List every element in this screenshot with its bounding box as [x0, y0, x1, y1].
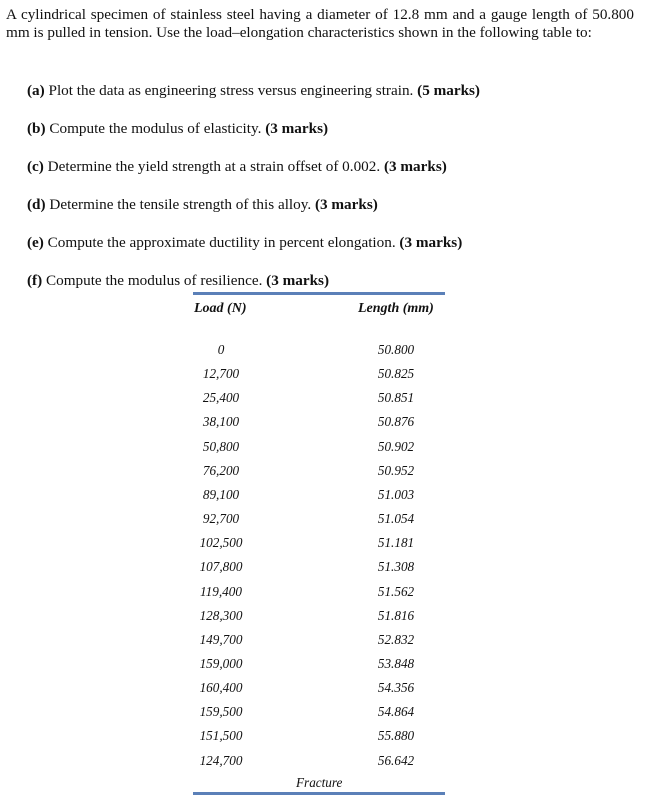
table-cell-length: 50.952 — [377, 463, 415, 478]
table-cell-load: 149,700 — [199, 632, 243, 647]
question-text: Compute the modulus of elasticity. — [49, 120, 262, 137]
table-cell-load: 0 — [217, 342, 225, 357]
question-text: Determine the yield strength at a strain offset of 0.002. — [47, 158, 381, 175]
question-label: (b) — [27, 120, 46, 137]
fracture-label: Fracture — [296, 775, 343, 790]
table-bottom-rule — [193, 792, 445, 795]
question-c — [27, 158, 447, 176]
question-label: (c) — [27, 158, 44, 175]
question-label: (d) — [27, 196, 46, 213]
table-cell-length: 54.864 — [377, 704, 415, 719]
table-cell-length: 50.800 — [377, 342, 415, 357]
table-cell-load: 160,400 — [199, 680, 243, 695]
question-f — [27, 272, 329, 290]
table-cell-load: 92,700 — [202, 511, 240, 526]
question-text: Determine the tensile strength of this alloy. — [49, 196, 312, 213]
question-marks: (3 marks) — [314, 196, 378, 213]
table-cell-length: 51.562 — [377, 584, 415, 599]
question-e — [27, 234, 462, 252]
question-a — [27, 82, 480, 100]
table-cell-load: 25,400 — [202, 390, 240, 405]
question-label: (e) — [27, 234, 44, 251]
table-cell-length: 50.851 — [377, 390, 415, 405]
table-cell-load: 102,500 — [199, 535, 243, 550]
question-label: (f) — [27, 272, 43, 289]
table-cell-load: 159,500 — [199, 704, 243, 719]
table-cell-load: 119,400 — [200, 584, 242, 599]
table-cell-length: 51.816 — [377, 608, 415, 623]
question-marks: (3 marks) — [383, 158, 447, 175]
table-cell-load: 76,200 — [202, 463, 240, 478]
table-cell-length: 50.902 — [377, 439, 415, 454]
table-cell-load: 151,500 — [199, 728, 243, 743]
table-cell-load: 128,300 — [199, 608, 243, 623]
table-cell-length: 51.003 — [377, 487, 415, 502]
table-cell-load: 107,800 — [199, 559, 243, 574]
table-cell-load: 89,100 — [202, 487, 240, 502]
header-load: Load (N) — [194, 301, 247, 316]
question-text: Plot the data as engineering stress versus engineering strain. — [48, 82, 414, 99]
table-top-rule — [193, 292, 445, 295]
header-length: Length (mm) — [358, 301, 434, 316]
table-cell-length: 51.054 — [377, 511, 415, 526]
question-b — [27, 120, 328, 138]
table-cell-load: 124,700 — [199, 753, 243, 768]
table-cell-load: 12,700 — [202, 366, 240, 381]
table-cell-load: 159,000 — [199, 656, 243, 671]
problem-intro: A cylindrical specimen of stainless steel having a diameter of 12.8 mm and a gauge length of 50.800 mm is pulled in tension. Use the load–elongation characteristics shown in the following table to: — [6, 6, 634, 41]
table-cell-length: 51.181 — [377, 535, 415, 550]
table-cell-load: 38,100 — [202, 414, 240, 429]
table-cell-length: 51.308 — [377, 559, 415, 574]
question-marks: (5 marks) — [417, 82, 480, 99]
question-d — [27, 196, 378, 214]
question-marks: (3 marks) — [399, 234, 463, 251]
table-cell-load: 50,800 — [202, 439, 240, 454]
table-cell-length: 56.642 — [377, 753, 415, 768]
table-cell-length: 54.356 — [377, 680, 415, 695]
table-cell-length: 50.825 — [377, 366, 415, 381]
table-cell-length: 52.832 — [377, 632, 415, 647]
question-marks: (3 marks) — [265, 120, 329, 137]
question-text: Compute the modulus of resilience. — [45, 272, 263, 289]
question-label: (a) — [27, 82, 45, 99]
question-marks: (3 marks) — [266, 272, 330, 289]
table-cell-length: 53.848 — [377, 656, 415, 671]
question-text: Compute the approximate ductility in percent elongation. — [47, 234, 396, 251]
table-cell-length: 50.876 — [377, 414, 415, 429]
table-cell-length: 55.880 — [377, 728, 415, 743]
